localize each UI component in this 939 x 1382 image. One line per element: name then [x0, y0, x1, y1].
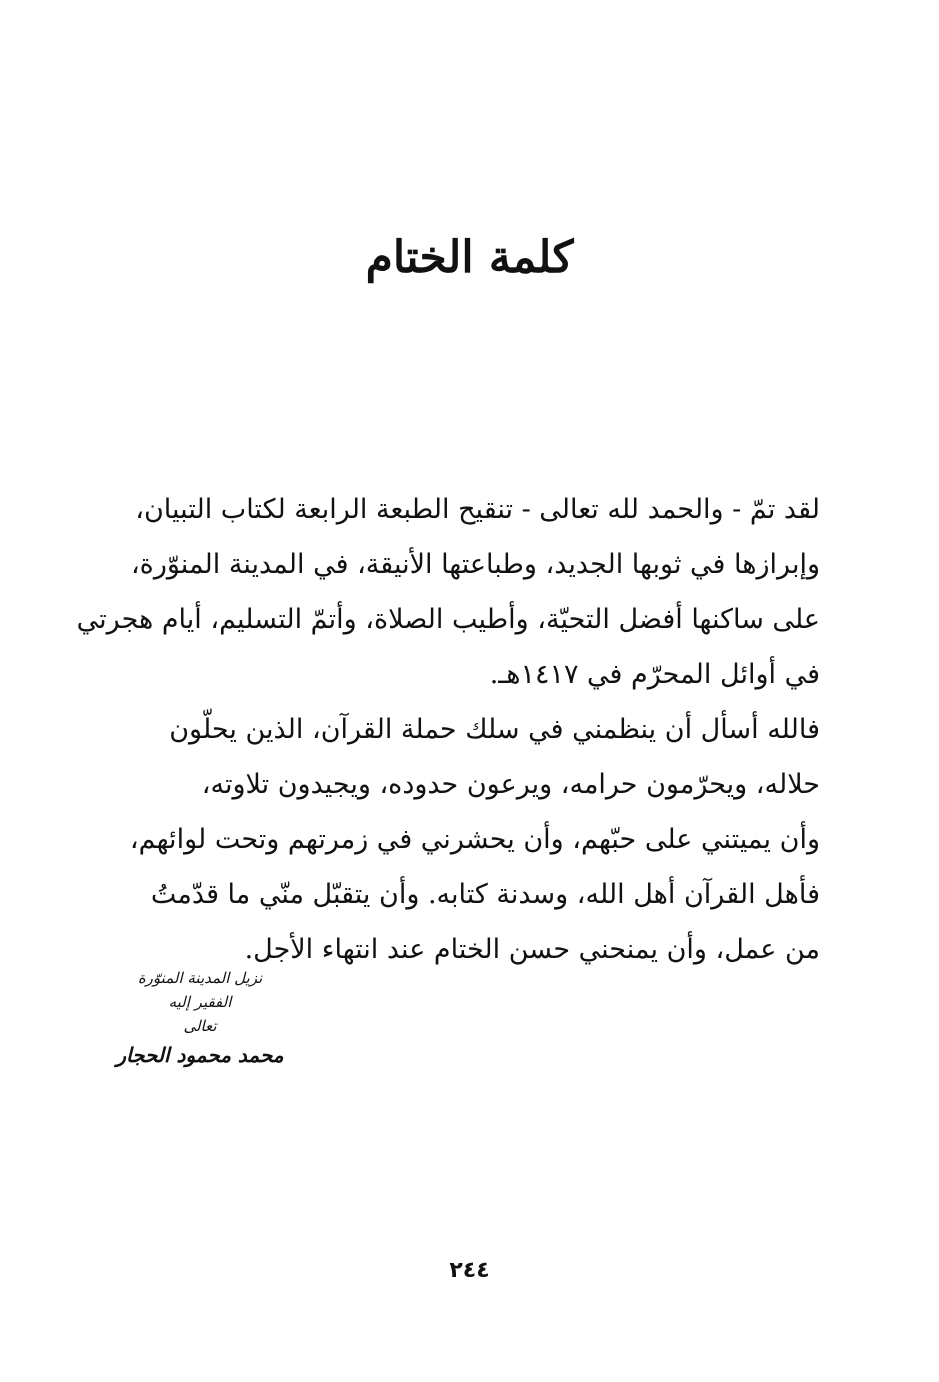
paragraph-line: في أوائل المحرّم في ١٤١٧هـ.: [489, 659, 820, 690]
signature-block: [100, 966, 300, 1072]
page-number: ٢٤٤: [449, 1258, 490, 1283]
paragraph-line: من عمل، وأن يمنحني حسن الختام عند انتهاء الأجل.: [244, 934, 820, 965]
signature-line: الفقير إليه: [168, 993, 232, 1011]
paragraph-1: [76, 482, 820, 702]
paragraph-line: لقد تمّ - والحمد لله تعالى - تنقيح الطبعة الرابعة لكتاب التبيان،: [135, 494, 820, 525]
signature-line: تعالى: [183, 1017, 217, 1035]
body-text: [76, 482, 820, 977]
page-title: كلمة الختام: [365, 232, 574, 283]
signature-line: نزيل المدينة المنوّرة: [137, 969, 263, 987]
author-name: محمد محمود الحجار: [116, 1043, 284, 1067]
paragraph-line: وإبرازها في ثوبها الجديد، وطباعتها الأنيقة، في المدينة المنوّرة،: [130, 549, 820, 580]
paragraph-line: على ساكنها أفضل التحيّة، وأطيب الصلاة، وأتمّ التسليم، أيام هجرتي: [76, 604, 820, 635]
paragraph-line: حلاله، ويحرّمون حرامه، ويرعون حدوده، ويجيدون تلاوته،: [201, 769, 820, 800]
paragraph-line: فالله أسأل أن ينظمني في سلك حملة القرآن، الذين يحلّون: [169, 714, 820, 745]
paragraph-line: وأن يميتني على حبّهم، وأن يحشرني في زمرتهم وتحت لوائهم،: [129, 824, 820, 855]
paragraph-line: فأهل القرآن أهل الله، وسدنة كتابه. وأن يتقبّل منّي ما قدّمتُ: [150, 879, 820, 910]
paragraph-2: [129, 702, 820, 977]
